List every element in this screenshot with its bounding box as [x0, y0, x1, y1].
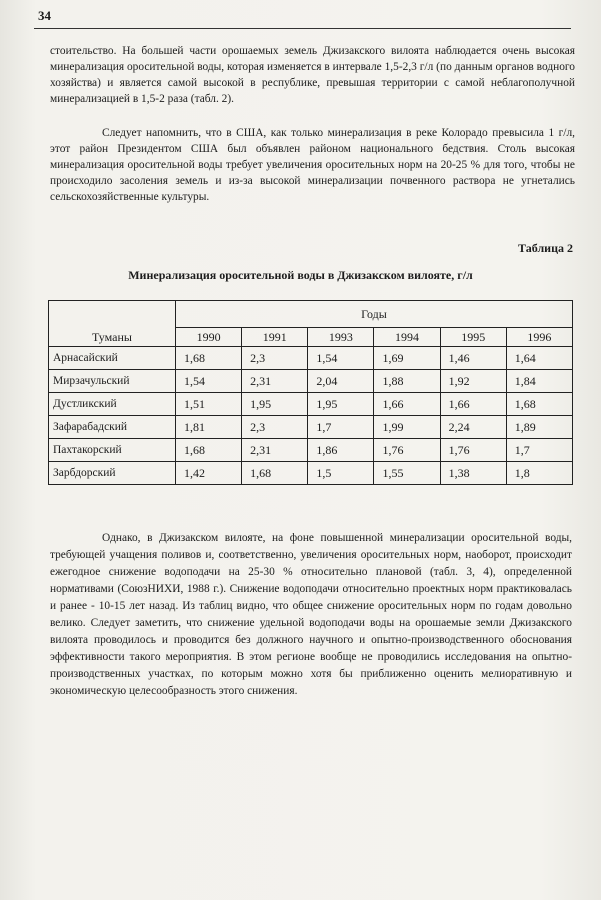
paragraph-2: Следует напомнить, что в США, как только минерализация в реке Колорадо превысила 1 г/л, этот район Президентом США был объявлен районом национального бедствия. Столь высокая минерализация оросительной воды требует увеличения оросительных норм на 20-25 % для того, чтобы не происходило засоления земель и из-за высокой минерализации почвенного раствора не угнетались сельскохозяйственные культуры. [50, 127, 575, 203]
value-cell: 2,3 [242, 416, 308, 439]
value-cell: 1,76 [374, 439, 440, 462]
year-header-cell: 1996 [506, 328, 572, 347]
value-cell: 1,84 [506, 370, 572, 393]
value-cell: 1,64 [506, 347, 572, 370]
value-cell: 1,68 [242, 462, 308, 485]
value-cell: 1,46 [440, 347, 506, 370]
value-cell: 1,69 [374, 347, 440, 370]
year-header-cell: 1993 [308, 328, 374, 347]
value-cell: 1,66 [374, 393, 440, 416]
value-cell: 2,04 [308, 370, 374, 393]
year-header-cell: 1990 [176, 328, 242, 347]
value-cell: 1,8 [506, 462, 572, 485]
district-name-cell: Арнасайский [49, 347, 176, 370]
value-cell: 1,81 [176, 416, 242, 439]
district-name-cell: Мирзачульский [49, 370, 176, 393]
value-cell: 1,7 [506, 439, 572, 462]
value-cell: 1,38 [440, 462, 506, 485]
value-cell: 2,24 [440, 416, 506, 439]
district-name-cell: Зарбдорский [49, 462, 176, 485]
mineralization-table [48, 300, 573, 485]
value-cell: 1,66 [440, 393, 506, 416]
value-cell: 1,95 [308, 393, 374, 416]
district-name-cell: Дустликский [49, 393, 176, 416]
value-cell: 1,76 [440, 439, 506, 462]
value-cell: 2,31 [242, 370, 308, 393]
value-cell: 2,31 [242, 439, 308, 462]
table-row [49, 462, 573, 485]
value-cell: 1,54 [308, 347, 374, 370]
value-cell: 1,88 [374, 370, 440, 393]
header-rule [34, 28, 571, 29]
row-header-cell: Туманы [49, 301, 176, 347]
paragraph-3: Однако, в Джизакском вилояте, на фоне повышенной минерализации оросительной воды, требующей учащения поливов и, соответственно, увеличения оросительных норм, наоборот, происходит ежегодное снижение водоподачи на 25-30 % относительно плановой (табл. 3, 4), определенной нормативами (СоюзНИХИ, 1988 г.). Снижение водоподачи относительно проектных норм практиковалась и ранее - 10-15 лет назад. Из таблиц видно, что общее снижение оросительных норм по годам довольно велико. Следует заметить, что снижение удельной водоподачи воды на орошаемые земли Джизакского вилоята проводилось и проводится без должного научного и опытно-производственного обоснования эффективности такого мероприятия. В этом регионе вообще не проводились исследования на опытно-производственных участках, по которым можно хотя бы приближенно оценить мелиоративную и экономическую целесообразность этого снижения. [50, 532, 572, 697]
value-cell: 1,7 [308, 416, 374, 439]
value-cell: 1,68 [176, 439, 242, 462]
value-cell: 1,55 [374, 462, 440, 485]
value-cell: 1,68 [176, 347, 242, 370]
year-header-cell: 1994 [374, 328, 440, 347]
table-label: Таблица 2 [518, 241, 573, 255]
value-cell: 1,68 [506, 393, 572, 416]
page-number: 34 [38, 8, 51, 23]
year-header-cell: 1995 [440, 328, 506, 347]
value-cell: 1,5 [308, 462, 374, 485]
table-row [49, 370, 573, 393]
value-cell: 1,92 [440, 370, 506, 393]
table-header-row [49, 301, 573, 328]
district-name-cell: Зафарабадский [49, 416, 176, 439]
value-cell: 1,42 [176, 462, 242, 485]
paragraph-1: стоительство. На большей части орошаемых земель Джизакского вилоята наблюдается очень высокая минерализация оросительной воды, которая изменяется в интервале 1,5-2,3 г/л (по данным органов водного хозяйства) и является самой высокой в республике, превышая территории с самой неблагополучной минерализацией в 1,5-2 раза (табл. 2). [50, 45, 575, 105]
value-cell: 1,89 [506, 416, 572, 439]
value-cell: 1,51 [176, 393, 242, 416]
value-cell: 1,86 [308, 439, 374, 462]
value-cell: 1,54 [176, 370, 242, 393]
table-row [49, 347, 573, 370]
table-row [49, 416, 573, 439]
value-cell: 2,3 [242, 347, 308, 370]
table-row [49, 439, 573, 462]
table-row [49, 393, 573, 416]
year-header-cell: 1991 [242, 328, 308, 347]
value-cell: 1,99 [374, 416, 440, 439]
value-cell: 1,95 [242, 393, 308, 416]
group-header-cell: Годы [176, 301, 573, 328]
district-name-cell: Пахтакорский [49, 439, 176, 462]
table-title: Минерализация оросительной воды в Джизакском вилояте, г/л [128, 268, 473, 282]
